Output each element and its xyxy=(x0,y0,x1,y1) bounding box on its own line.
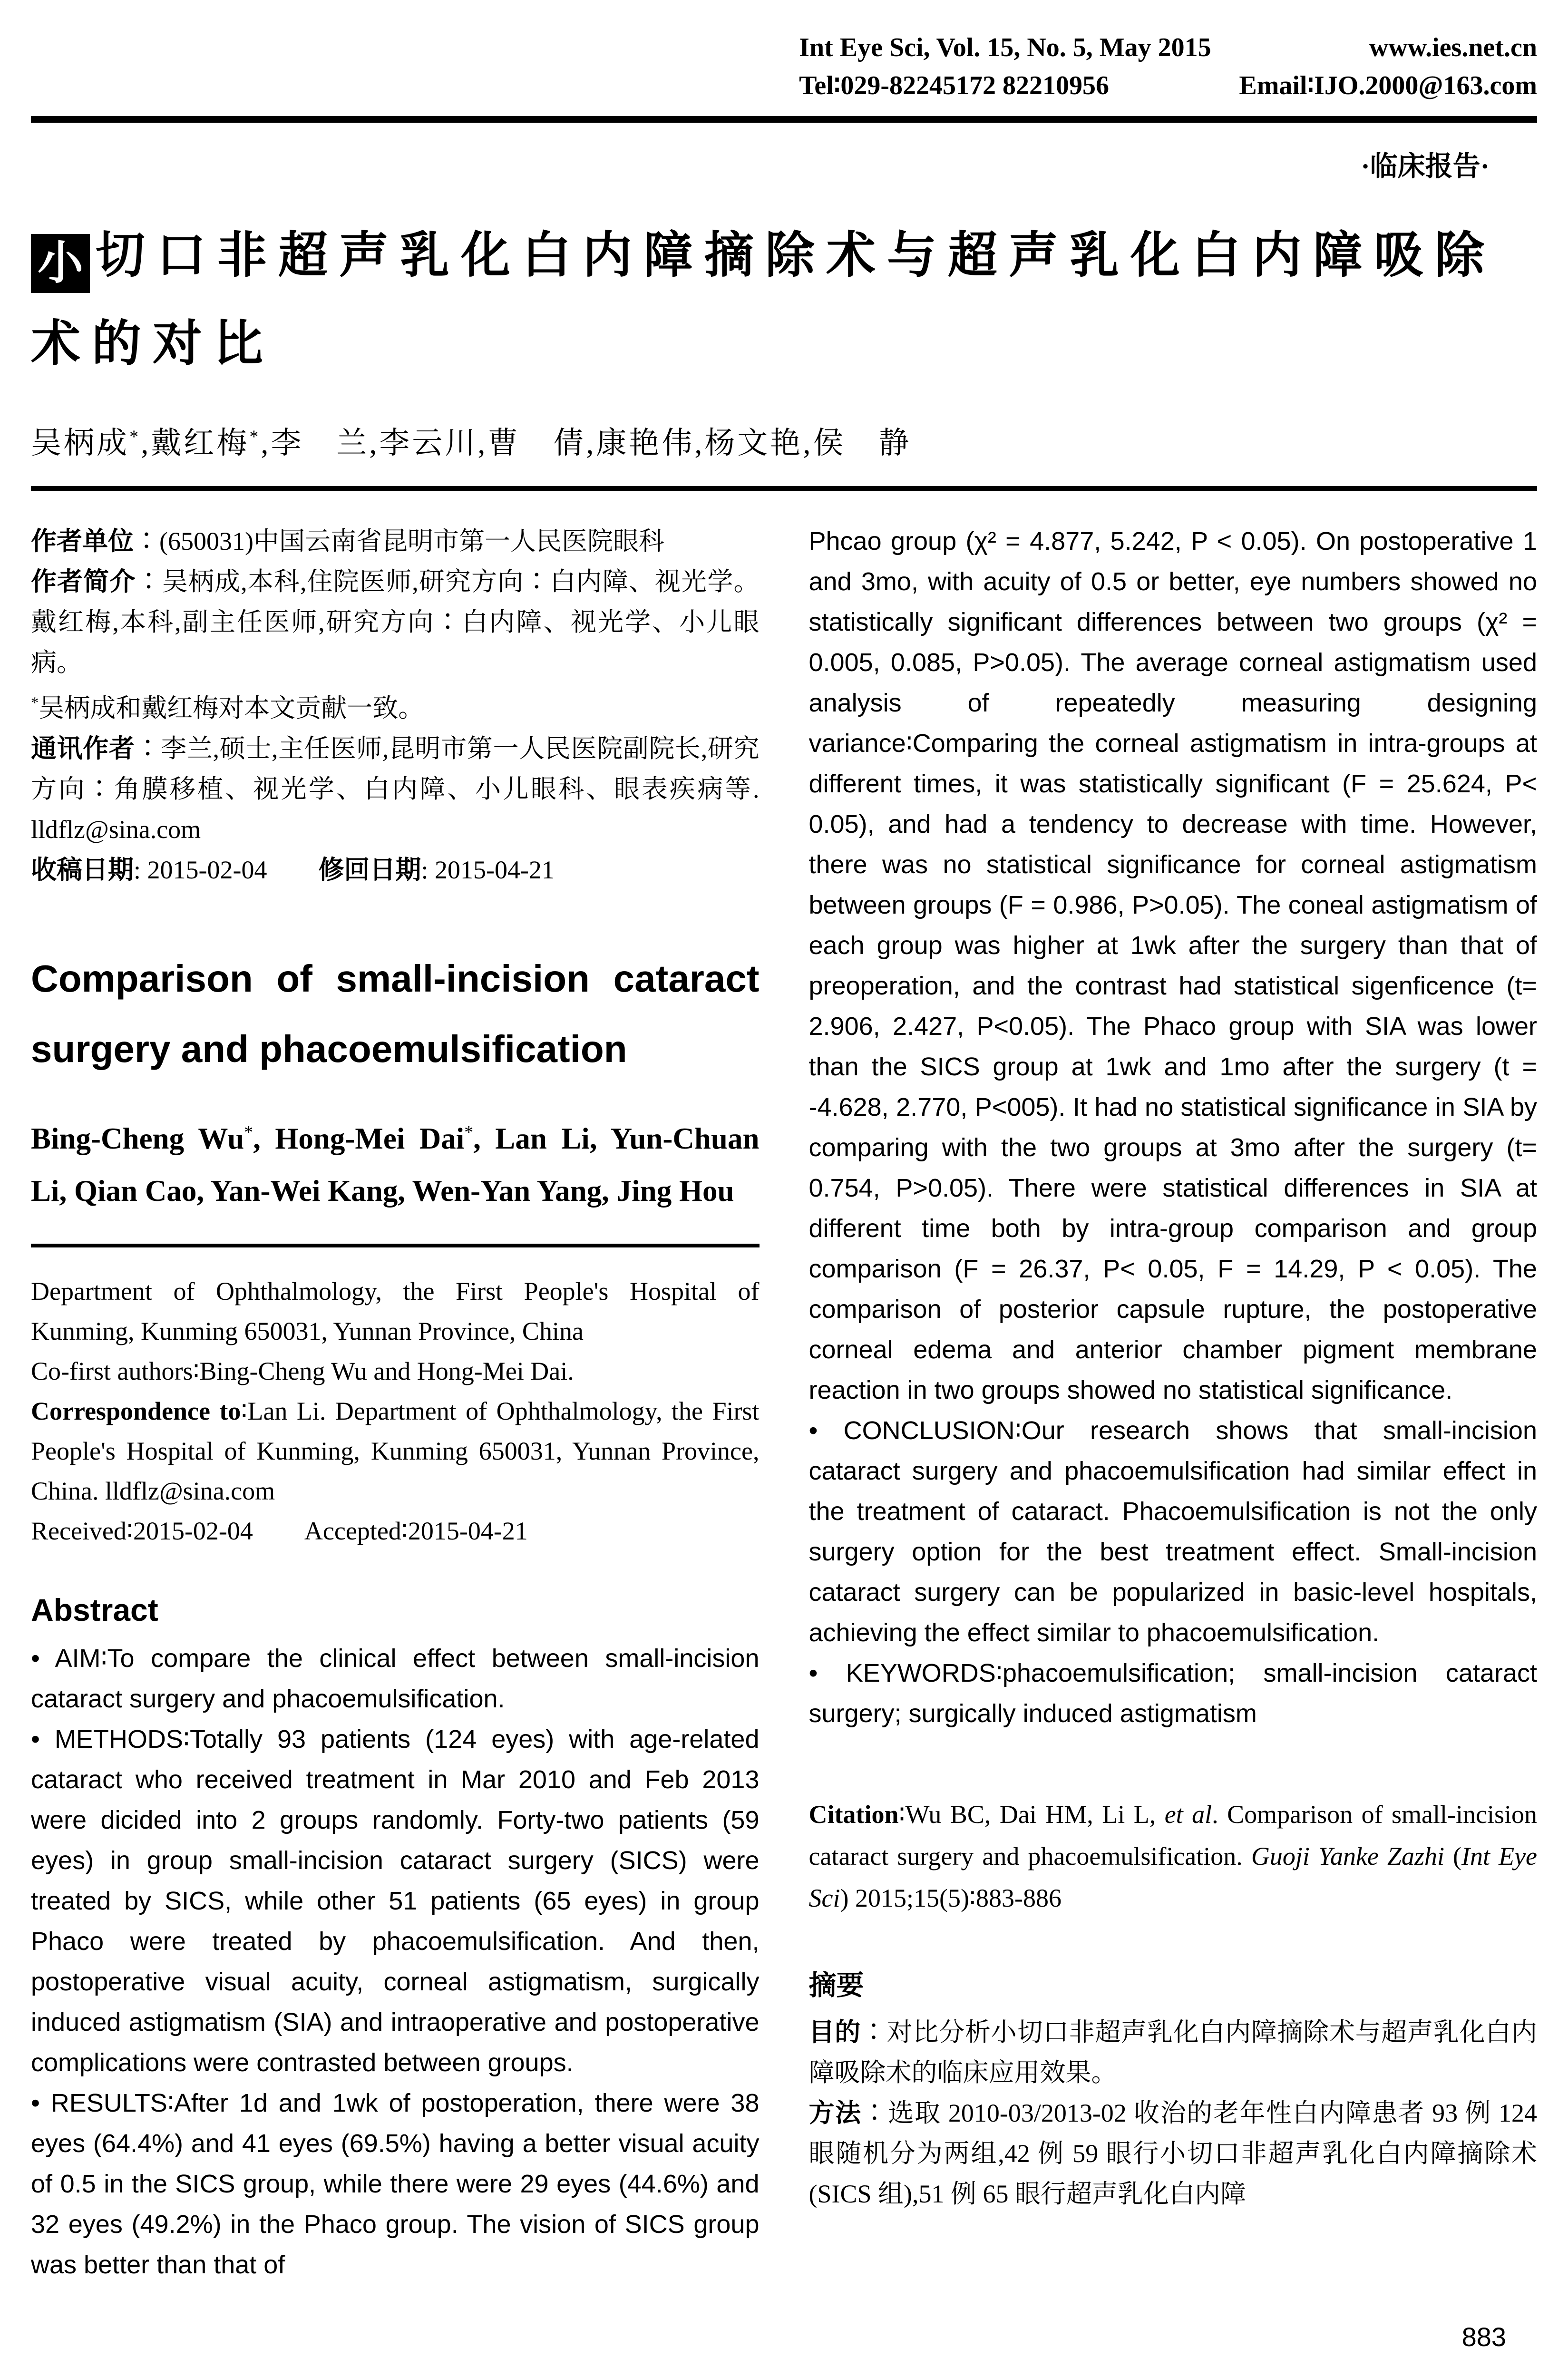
article-title-cn xyxy=(31,211,1537,388)
columns xyxy=(31,491,1537,2285)
author-info-block xyxy=(31,521,760,890)
author-bio: 作者简介∶吴柄成,本科,住院医师,研究方向∶白内障、视光学。戴红梅,本科,副主任医师,研究方向∶白内障、视光学、小儿眼病。 xyxy=(31,567,760,677)
article-title-en: Comparison of small-incision cataract surgery and phacoemulsification xyxy=(31,957,760,1070)
journal-header xyxy=(799,29,1537,105)
abstract-aim: • AIM∶To compare the clinical effect between small-incision cataract surgery and phacoemulsification. xyxy=(31,1644,760,1713)
corresponding-author-cn: 通讯作者∶李兰,硕士,主任医师,昆明市第一人民医院副院长,研究方向∶角膜移植、视光学、白内障、小儿眼科、眼表疾病等. lldflz@sina.com xyxy=(31,734,760,844)
correspondence-line: Correspondence to∶Lan Li. Department of Ophthalmology, the First People's Hospital of Kunming, Kunming 650031, Yunnan Province, China. lldflz@sina.com xyxy=(31,1397,760,1505)
abstract-block xyxy=(31,1638,760,2285)
right-column xyxy=(809,491,1538,2285)
authors-cn: 吴柄成*,戴红梅*,李 兰,李云川,曹 倩,康艳伟,杨文艳,侯 静 xyxy=(31,426,912,460)
abstract-results: • RESULTS∶After 1d and 1wk of postoperation, there were 38 eyes (64.4%) and 41 eyes (69.5%) having a better visual acuity of 0.5 in the SICS group, while there were 29 eyes (44.6%) and 32 eyes (49.2%) in the Phaco group. The vision of SICS group was better than that of xyxy=(31,2089,760,2279)
abstract-heading: Abstract xyxy=(31,1592,158,1627)
abstract-methods: • METHODS∶Totally 93 patients (124 eyes) with age-related cataract who received treatment in Mar 2010 and Feb 2013 were dicided into 2 groups randomly. Forty-two patients (59 eyes) in group small-incision cataract surgery (SICS) were treated by SICS, while other 51 patients (65 eyes) in group Phaco were treated by phacoemulsification. And then, postoperative visual acuity, corneal astigmatism, surgically induced astigmatism (SIA) and intraoperative and postoperative complications were contrasted between groups. xyxy=(31,1725,760,2077)
author-affiliation: 作者单位∶(650031)中国云南省昆明市第一人民医院眼科 xyxy=(31,527,664,555)
citation-paragraph: Citation∶Wu BC, Dai HM, Li L, et al. Comparison of small-incision cataract surgery and phacoemulsification. Guoji Yanke Zazhi (Int Eye Sci) 2015;15(5)∶883-886 xyxy=(808,1800,1538,1912)
journal-website: www.ies.net.cn xyxy=(1369,33,1537,62)
received-accepted-line: Received∶2015-02-04 Accepted∶2015-04-21 xyxy=(31,1517,528,1545)
authors-rule xyxy=(31,486,1537,491)
page-number: 883 xyxy=(1461,2322,1506,2352)
section-tag: ·临床报告· xyxy=(1361,151,1490,182)
department-line: Department of Ophthalmology, the First People's Hospital of Kunming, Kunming 650031, Yunnan Province, China xyxy=(31,1277,760,1345)
title-dropcap-box: 小 xyxy=(31,234,90,293)
abstract-results-continued: Phcao group (χ² = 4.877, 5.242, P < 0.05). On postoperative 1 and 3mo, with acuity of 0.5 or better, eye numbers showed no statistically significant differences between two groups (χ² = 0.005, 0.085, P>0.05). The average corneal astigmatism used analysis of repeatedly measuring designing variance∶Comparing the corneal astigmatism in intra-groups at different times, it was statistically significant (F = 25.624, P< 0.05), and had a tendency to decrease with time. However, there was no statistical significance for corneal astigmatism between groups (F = 0.986, P>0.05). The coneal astigmatism of each group was higher at 1wk after the surgery than that of preoperation, and the contrast had statistical sigenficence (t= 2.906, 2.427, P<0.05). The Phaco group with SIA was lower than the SICS group at 1wk and 1mo after the surgery (t = -4.628, 2.770, P<005). It had no statistical significance in SIA by comparing with the two groups at 3mo after the surgery (t= 0.754, P>0.05). There were statistical differences in SIA at different time both by intra-group comparison and group comparison (F = 26.37, P< 0.05, F = 14.29, P < 0.05). The comparison of posterior capsule rupture, the postoperative corneal edema and anterior chamber pigment membrane reaction in two groups showed no statistical significance. xyxy=(808,527,1537,1404)
journal-telephone: Tel∶029-82245172 82210956 xyxy=(799,71,1110,100)
authors-en: Bing-Cheng Wu*, Hong-Mei Dai*, Lan Li, Yun-Chuan Li, Qian Cao, Yan-Wei Kang, Wen-Yan Yang, Jing Hou xyxy=(31,1122,760,1208)
title-cn-line1 xyxy=(31,211,1537,300)
left-column xyxy=(31,491,760,2285)
dates-line-cn: 收稿日期: 2015-02-04 修回日期: 2015-04-21 xyxy=(31,856,555,884)
contribution-note: *吴柄成和戴红梅对本文贡献一致。 xyxy=(31,694,424,722)
journal-email: Email∶IJO.2000@163.com xyxy=(1239,71,1537,100)
department-block xyxy=(31,1271,760,1551)
title-cn-line2: 术的对比 xyxy=(31,316,275,371)
cn-abstract-methods: 方法∶选取 2010-03/2013-02 收治的老年性白内障患者 93 例 124 眼随机分为两组,42 例 59 眼行小切口非超声乳化白内障摘除术(SICS 组),51 例 65 眼行超声乳化白内障 xyxy=(808,2099,1538,2208)
title-cn-line1-text: 切口非超声乳化白内障摘除术与超声乳化白内障吸除 xyxy=(96,228,1496,283)
header-rule xyxy=(31,116,1537,123)
column-divider xyxy=(31,1244,760,1247)
cn-abstract-block xyxy=(809,2012,1538,2214)
cn-abstract-aim: 目的∶对比分析小切口非超声乳化白内障摘除术与超声乳化白内障吸除术的临床应用效果。 xyxy=(808,2018,1538,2087)
abstract-keywords: • KEYWORDS∶phacoemulsification; small-incision cataract surgery; surgically induced astigmatism xyxy=(808,1659,1537,1728)
journal-volume-line xyxy=(799,29,1537,67)
cn-abstract-heading: 摘要 xyxy=(808,1970,864,2001)
journal-issue-info: Int Eye Sci, Vol. 15, No. 5, May 2015 xyxy=(799,33,1211,62)
co-first-authors-line: Co-first authors∶Bing-Cheng Wu and Hong-Mei Dai. xyxy=(31,1357,574,1385)
abstract-conclusion: • CONCLUSION∶Our research shows that small-incision cataract surgery and phacoemulsification had similar effect in the treatment of cataract. Phacoemulsification is not the only surgery option for the best treatment effect. Small-incision cataract surgery can be popularized in basic-level hospitals, achieving the effect similar to phacoemulsification. xyxy=(808,1416,1537,1647)
journal-contact-line xyxy=(799,67,1537,105)
